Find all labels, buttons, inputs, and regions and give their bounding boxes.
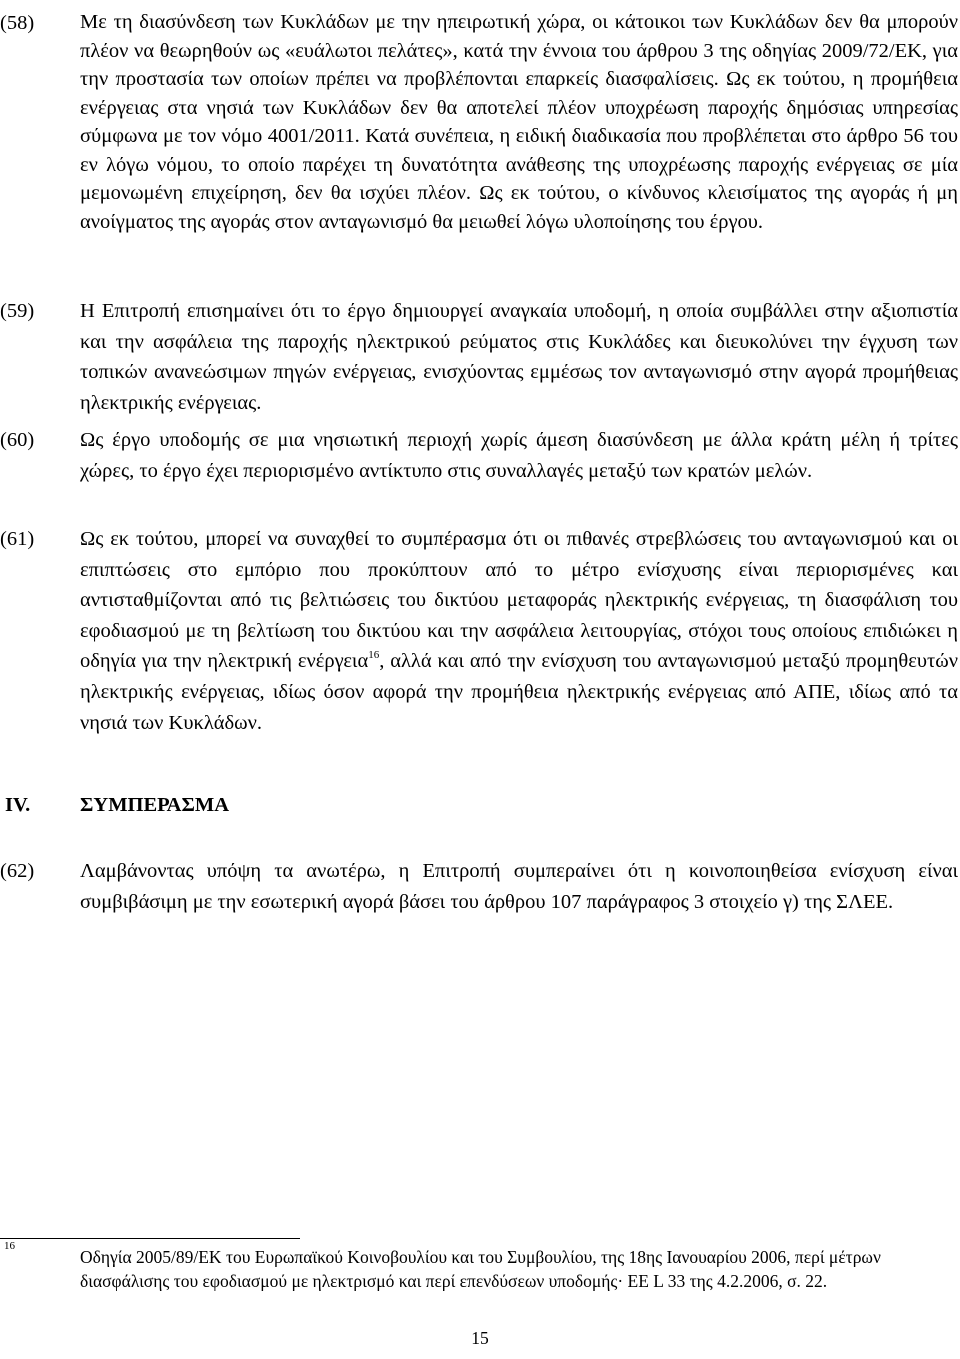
- paragraph-number: (62): [0, 860, 35, 882]
- paragraph-text-part: , αλλά και από την ενίσχυση του ανταγωνισμού μεταξύ προμηθευτών ηλεκτρικής ενέργειας, ιδίως όσον αφορά την προμήθεια ηλεκτρικής ενέργειας από ΑΠΕ, ιδίως από τα νησιά των Κυκλάδων.: [80, 650, 958, 734]
- paragraph-number: (61): [0, 528, 35, 550]
- paragraph-number: (58): [0, 12, 35, 34]
- footnote-separator: [0, 1238, 300, 1239]
- paragraph-text-part: Ως εκ τούτου, μπορεί να συναχθεί το συμπέρασμα ότι οι πιθανές στρεβλώσεις του ανταγωνισμού και οι επιπτώσεις στο εμπόριο που προκύπτουν από το μέτρο ενίσχυσης είναι περιορισμένες και αντισταθμίζονται από τις βελτιώσεις του δικτύου μεταφοράς ηλεκτρικής ενέργειας, τη διασφάλιση του εφοδιασμού με τη βελτίωση του δικτύου και την ασφάλεια λειτουργίας, στόχοι τους οποίους επιδιώκει η οδηγία για την ηλεκτρική ενέργεια: [80, 528, 958, 673]
- paragraph-number: (60): [0, 429, 35, 451]
- section-title: ΣΥΜΠΕΡΑΣΜΑ: [80, 794, 230, 816]
- paragraph-text: Λαμβάνοντας υπόψη τα ανωτέρω, η Επιτροπή συμπεραίνει ότι η κοινοποιηθείσα ενίσχυση είναι συμβιβάσιμη με την εσωτερική αγορά βάσει του άρθρου 107 παράγραφος 3 στοιχείο γ) της ΣΛΕΕ.: [80, 860, 958, 913]
- footnote-reference[interactable]: 16: [368, 649, 380, 662]
- paragraph-text: Ως έργο υποδομής σε μια νησιωτική περιοχή χωρίς άμεση διασύνδεση με άλλα κράτη μέλη ή τρίτες χώρες, το έργο έχει περιορισμένο αντίκτυπο στις συναλλαγές μεταξύ των κρατών μελών.: [80, 429, 958, 482]
- footnote-text: Οδηγία 2005/89/ΕΚ του Ευρωπαϊκού Κοινοβουλίου και του Συμβουλίου, της 18ης Ιανουαρίου 2006, περί μέτρων διασφάλισης του εφοδιασμού με ηλεκτρισμό και περί επενδύσεων υποδομής· ΕΕ L 33 της 4.2.2006, σ. 22.: [80, 1247, 881, 1291]
- page-number: 15: [471, 1328, 489, 1348]
- section-number: IV.: [5, 794, 31, 816]
- footnote-number: 16: [4, 1240, 15, 1252]
- paragraph-text: Η Επιτροπή επισημαίνει ότι το έργο δημιουργεί αναγκαία υποδομή, η οποία συμβάλλει στην αξιοπιστία και την ασφάλεια της παροχής ηλεκτρικού ρεύματος στις Κυκλάδες και διευκολύνει την έγχυση των τοπικών ανανεώσιμων πηγών ενέργειας, ενισχύοντας εμμέσως τον ανταγωνισμό στην αγορά προμήθειας ηλεκτρικής ενέργειας.: [80, 300, 958, 414]
- paragraph-text: [80, 524, 958, 738]
- paragraph-number: (59): [0, 300, 35, 322]
- paragraph-text: Με τη διασύνδεση των Κυκλάδων με την ηπειρωτική χώρα, οι κάτοικοι των Κυκλάδων δεν θα μπορούν πλέον να θεωρηθούν ως «ευάλωτοι πελάτες», κατά την έννοια του άρθρου 3 της οδηγίας 2009/72/ΕΚ, για την προστασία των οποίων πρέπει να προβλέπονται επαρκείς διασφαλίσεις. Ως εκ τούτου, η προμήθεια ενέργειας στα νησιά των Κυκλάδων δεν θα αποτελεί πλέον υποχρέωση παροχής δημόσιας υπηρεσίας σύμφωνα με τον νόμο 4001/2011. Κατά συνέπεια, η ειδική διαδικασία που προβλέπεται στο άρθρο 56 του εν λόγω νόμου, το οποίο παρέχει τη δυνατότητα ανάθεσης της υποχρέωσης παροχής ενέργειας σε μία μεμονωμένη επιχείρηση, δεν θα ισχύει πλέον. Ως εκ τούτου, ο κίνδυνος κλεισίματος της αγοράς ή μη ανοίγματος της αγοράς στον ανταγωνισμό θα μειωθεί λόγω υλοποίησης του έργου.: [80, 11, 958, 233]
